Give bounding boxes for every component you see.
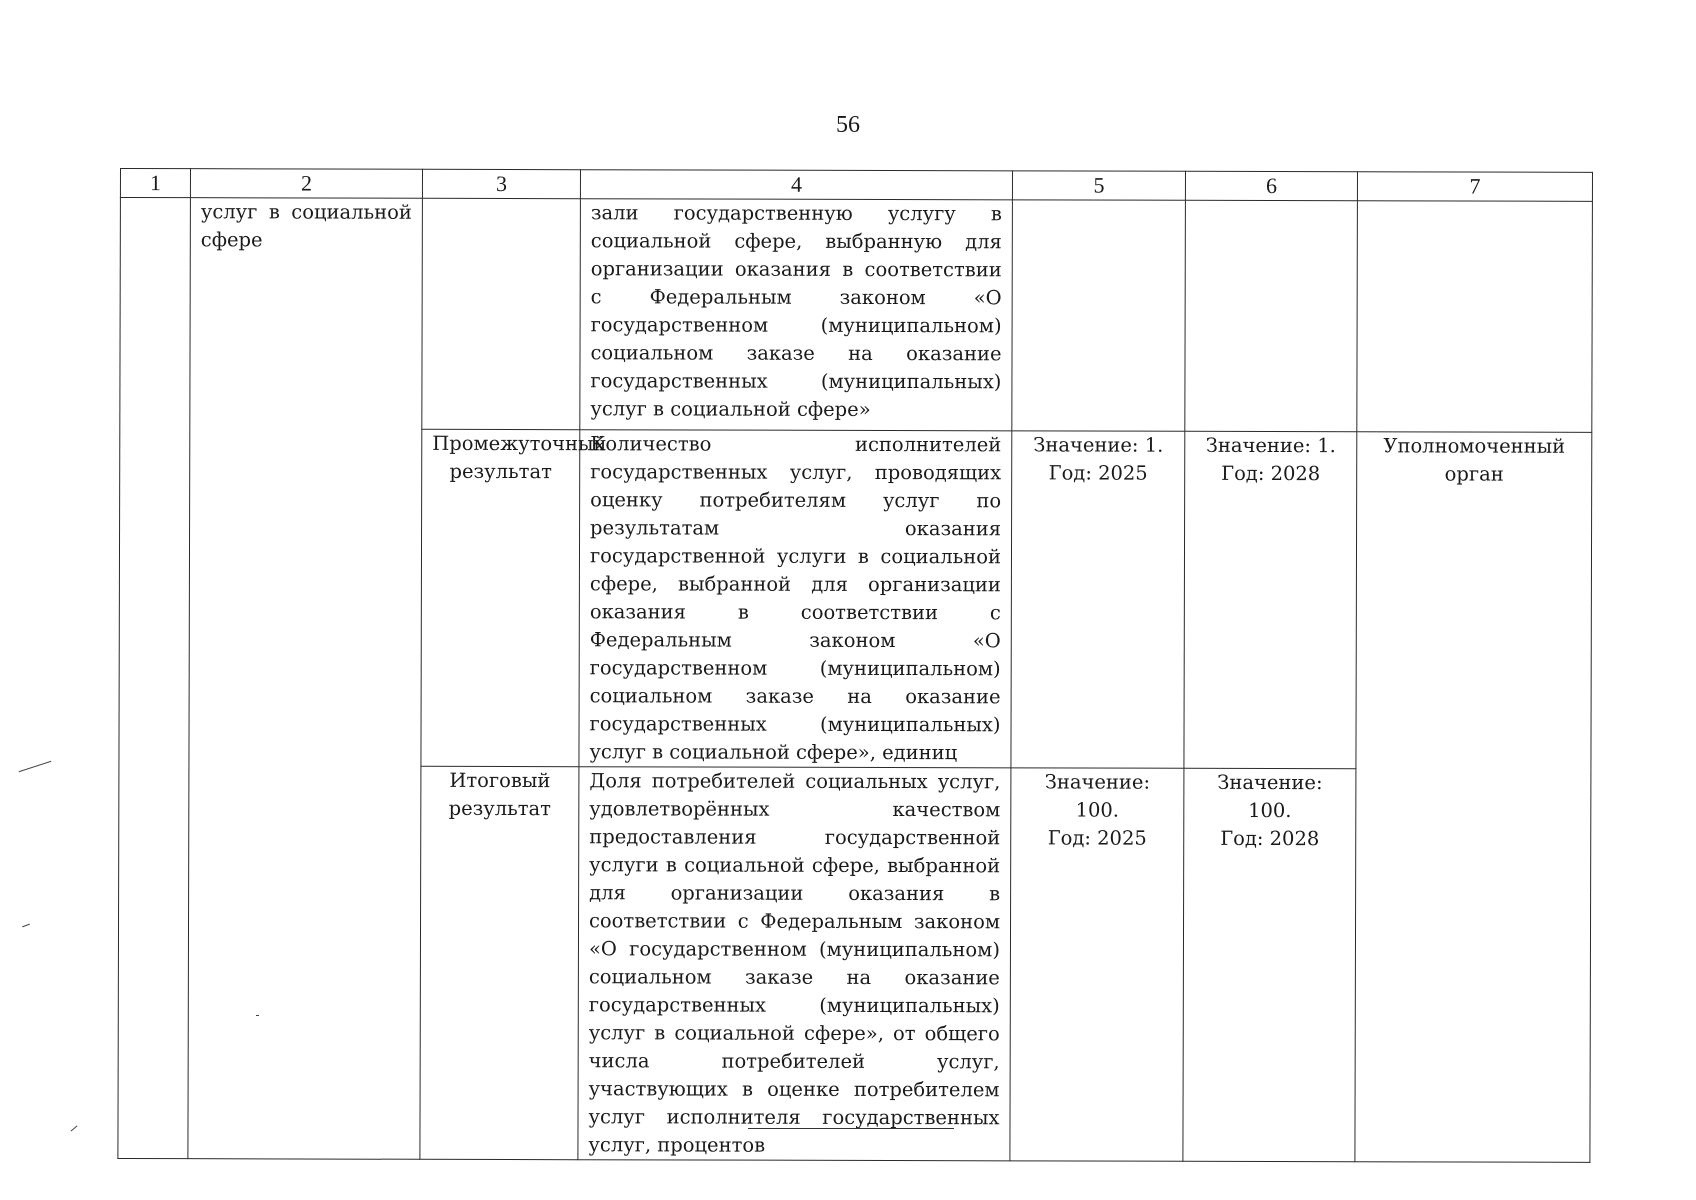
- column-header-6: 6: [1185, 171, 1357, 200]
- scan-mark: [19, 761, 52, 772]
- table-container: [117, 168, 1592, 1163]
- cell-target-value: [1183, 768, 1356, 1161]
- table-row: [120, 198, 1593, 433]
- value-label: Значение: 1.: [1033, 433, 1164, 457]
- cell-target-value: [1184, 431, 1357, 768]
- column-header-3: 3: [422, 169, 580, 198]
- scan-mark: [22, 924, 30, 928]
- year-label: Год: 2028: [1221, 461, 1321, 486]
- cell-target-value: [1185, 200, 1358, 431]
- column-header-7: 7: [1357, 172, 1592, 202]
- cell-result-type: Итоговый результат: [420, 766, 579, 1159]
- cell-base-value: [1012, 200, 1186, 431]
- column-header-5: 5: [1012, 171, 1185, 200]
- cell-responsible: Уполномоченный орган: [1355, 432, 1592, 1163]
- end-separator-line: [748, 1128, 954, 1129]
- header-row: [120, 169, 1592, 202]
- cell-base-value: [1010, 768, 1184, 1161]
- cell-indicator: Количество исполнителей государственных услуг, проводящих оценку потребителям услуг по результатам оказания государственной услуги в социальной сфере, выбранной для организации оказания в соответствии с Федеральным законом «О государственном (муниципальном) социальном заказе на оказание государственных (муниципальных) услуг в социальной сфере», единиц: [579, 430, 1012, 768]
- cell-result-type: Промежуточный результат: [421, 429, 580, 766]
- scan-mark: [71, 1126, 78, 1132]
- cell-number: [118, 198, 191, 1159]
- value-label: Значение: 100.: [1044, 770, 1151, 822]
- value-label: Значение: 1.: [1205, 433, 1336, 458]
- data-table: [117, 168, 1593, 1163]
- cell-responsible: [1357, 201, 1593, 433]
- column-header-1: 1: [120, 169, 190, 198]
- cell-indicator: Доля потребителей социальных услуг, удовлетворённых качеством предоставления государственной услуги в социальной сфере, выбранной для организации оказания в соответствии с Федеральным законом «О государственном (муниципальном) социальном заказе на оказание государственных (муниципальных) услуг в социальной сфере», от общего числа потребителей услуг, участвующих в оценке потребителем услуг исполнителя государственных услуг, процентов: [578, 767, 1011, 1161]
- column-header-2: 2: [190, 169, 422, 199]
- cell-task-name: услуг в социальной сфере: [188, 198, 423, 1160]
- year-label: Год: 2028: [1220, 826, 1320, 851]
- year-label: Год: 2025: [1047, 826, 1147, 850]
- cell-result-type: [422, 198, 581, 429]
- year-label: Год: 2025: [1048, 461, 1148, 485]
- cell-indicator: зали государственную услугу в социальной сфере, выбранную для организации оказания в соответствии с Федеральным законом «О государственном (муниципальном) социальном заказе на оказание государственных (муниципальных) услуг в социальной сфере»: [580, 199, 1013, 431]
- column-header-4: 4: [580, 170, 1012, 200]
- value-label: Значение: 100.: [1217, 770, 1323, 823]
- page-number: 56: [836, 112, 860, 138]
- scan-mark: [256, 1015, 259, 1016]
- cell-base-value: [1011, 431, 1185, 768]
